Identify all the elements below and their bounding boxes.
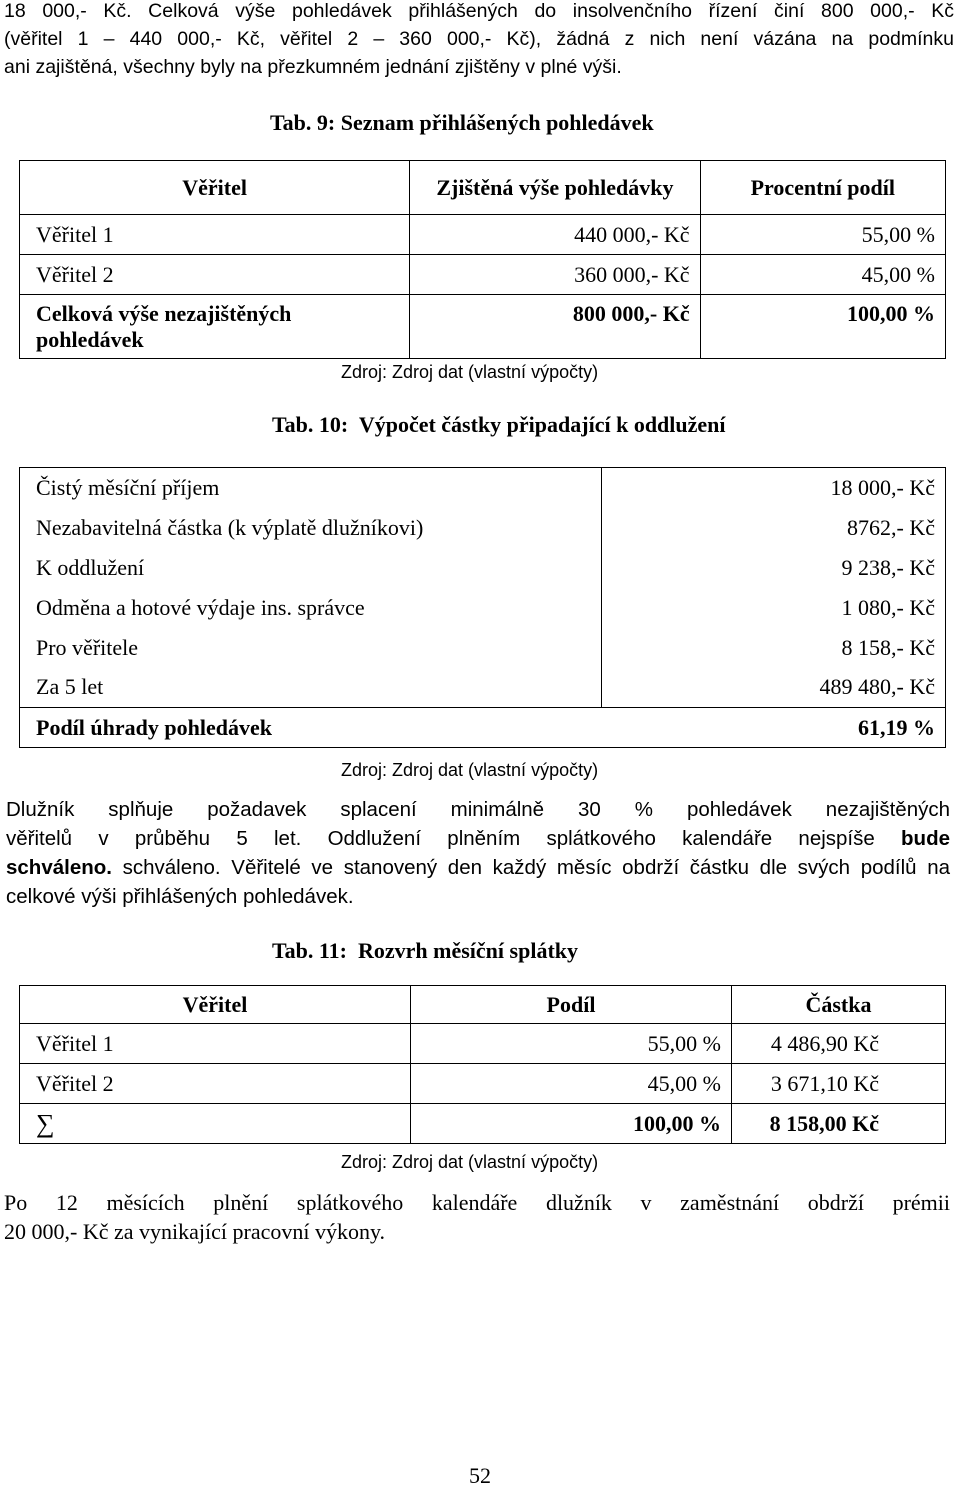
table11-cell: Věřitel 1 [20, 1024, 411, 1064]
table11-caption [272, 938, 578, 964]
table11-total-share: 100,00 % [411, 1104, 732, 1144]
table9-cell: 440 000,- Kč [410, 215, 700, 255]
table9-header-creditor: Věřitel [20, 161, 410, 215]
table9-cell: Věřitel 1 [20, 215, 410, 255]
sum-icon: ∑ [20, 1104, 411, 1144]
table10-cell: Za 5 let [20, 668, 602, 708]
paragraph-line [6, 853, 950, 882]
table-row [20, 668, 946, 708]
table-row [20, 508, 946, 548]
table11-source: Zdroj: Zdroj dat (vlastní výpočty) [341, 1152, 599, 1172]
table10-cell: Čistý měsíční příjem [20, 468, 602, 508]
table-row-total [20, 1104, 946, 1144]
table9-total-amount: 800 000,- Kč [410, 295, 700, 359]
table11-header-share: Podíl [411, 986, 732, 1024]
table9-cell: 55,00 % [700, 215, 945, 255]
table11-cell: Věřitel 2 [20, 1064, 411, 1104]
table10-cell: 9 238,- Kč [602, 548, 946, 588]
closing-paragraph [4, 1188, 950, 1246]
paragraph-line: (věřitel 1 – 440 000,- Kč, věřitel 2 – 360 000,- Kč), žádná z nich není vázána na podmínku [4, 28, 954, 50]
table10-cell: 489 480,- Kč [602, 668, 946, 708]
table11-caption-text: Tab. 11: Rozvrh měsíční splátky [272, 938, 579, 963]
table10-total-label: Podíl úhrady pohledávek [20, 708, 602, 748]
table-row [20, 215, 946, 255]
table-row [20, 628, 946, 668]
table10-cell: 8 158,- Kč [602, 628, 946, 668]
paragraph-line: celkové výši přihlášených pohledávek. [6, 885, 354, 908]
table10-cell: Nezabavitelná částka (k výplatě dlužníkovi) [20, 508, 602, 548]
table10-caption [272, 412, 726, 438]
table11-header-amount: Částka [732, 986, 946, 1024]
table9-cell: Věřitel 2 [20, 255, 410, 295]
table10-cell: 1 080,- Kč [602, 588, 946, 628]
table11 [19, 985, 946, 1144]
paragraph-line: 18 000,- Kč. Celková výše pohledávek přihlášených do insolvenčního řízení činí 800 000,- Kč [4, 0, 954, 22]
table9-total-share: 100,00 % [700, 295, 945, 359]
table9-source: Zdroj: Zdroj dat (vlastní výpočty) [341, 362, 599, 382]
table11-header-creditor: Věřitel [20, 986, 411, 1024]
table10-cell: Odměna a hotové výdaje ins. správce [20, 588, 602, 628]
table10-cell: 8762,- Kč [602, 508, 946, 548]
table11-cell: 55,00 % [411, 1024, 732, 1064]
paragraph-line: ani zajištěná, všechny byly na přezkumném jednání zjištěny v plné výši. [4, 56, 622, 78]
table9-header-amount: Zjištěná výše pohledávky [410, 161, 700, 215]
table10 [19, 467, 946, 748]
intro-paragraph [4, 0, 954, 81]
table11-cell: 4 486,90 Kč [732, 1024, 946, 1064]
table-row [20, 1024, 946, 1064]
table9-caption: Tab. 9: Seznam přihlášených pohledávek [270, 110, 654, 135]
bold-word: bude [901, 827, 950, 850]
paragraph-line [6, 824, 950, 853]
table-row [20, 588, 946, 628]
paragraph-line: Dlužník splňuje požadavek splacení minimálně 30 % pohledávek nezajištěných [6, 798, 950, 821]
table9-header-share: Procentní podíl [700, 161, 945, 215]
table10-cell: 18 000,- Kč [602, 468, 946, 508]
table9-cell: 360 000,- Kč [410, 255, 700, 295]
table11-cell: 3 671,10 Kč [732, 1064, 946, 1104]
table11-total-amount: 8 158,00 Kč [732, 1104, 946, 1144]
paragraph-line-text: věřitelů v průběhu 5 let. Oddlužení plněním splátkového kalendáře nejspíše [6, 827, 902, 850]
table9-cell: 45,00 % [700, 255, 945, 295]
table-row [20, 468, 946, 508]
table10-source: Zdroj: Zdroj dat (vlastní výpočty) [341, 760, 599, 780]
summary-paragraph [6, 795, 950, 911]
table10-cell: K oddlužení [20, 548, 602, 588]
page-number: 52 [469, 1463, 491, 1488]
paragraph-line: Po 12 měsících plnění splátkového kalendáře dlužník v zaměstnání obdrží prémii [4, 1190, 950, 1215]
table-row [20, 548, 946, 588]
table-row-total [20, 708, 946, 748]
bold-word: schváleno. [6, 856, 112, 879]
table9 [19, 160, 946, 359]
table-row-total [20, 295, 946, 359]
table9-total-label: Celková výše nezajištěných pohledávek [20, 295, 410, 359]
table10-cell: Pro věřitele [20, 628, 602, 668]
table10-total-value: 61,19 % [602, 708, 946, 748]
paragraph-line-text: schváleno. Věřitelé ve stanovený den každý měsíc obdrží částku dle svých podílů na [122, 856, 951, 879]
table11-cell: 45,00 % [411, 1064, 732, 1104]
table-row [20, 255, 946, 295]
table10-caption-text: Tab. 10: Výpočet částky připadající k oddlužení [272, 412, 726, 437]
paragraph-line: 20 000,- Kč za vynikající pracovní výkony. [4, 1219, 386, 1244]
table-row [20, 1064, 946, 1104]
